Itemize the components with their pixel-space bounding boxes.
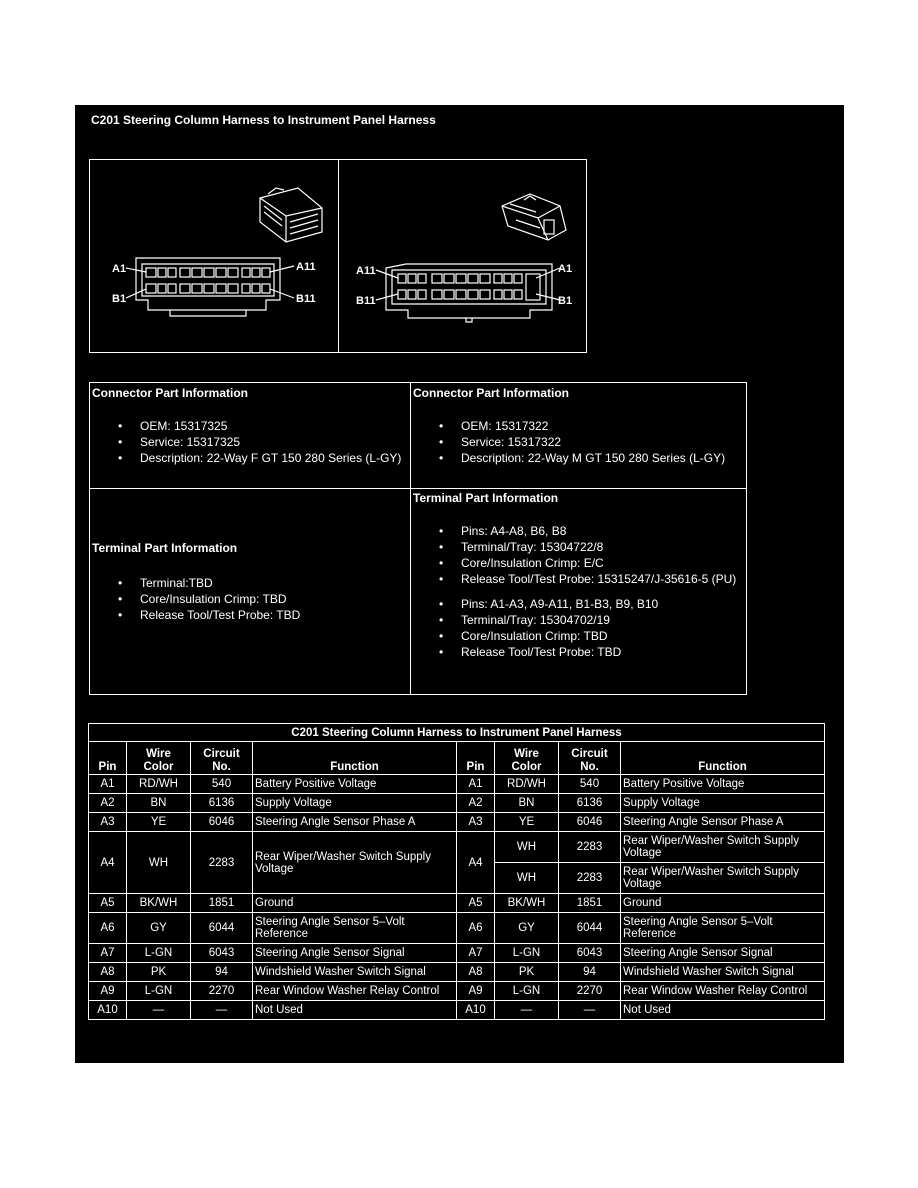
table-cell: L-GN xyxy=(495,982,559,1001)
table-cell: 6046 xyxy=(191,813,253,832)
table-cell: Windshield Washer Switch Signal xyxy=(253,963,457,982)
table-cell: 94 xyxy=(559,963,621,982)
header-pin: Pin xyxy=(457,742,495,775)
table-cell: Steering Angle Sensor 5–Volt Reference xyxy=(253,913,457,944)
table-cell: Ground xyxy=(621,894,825,913)
terminal-info-right-item: • Terminal/Tray: 15304722/8 xyxy=(413,539,745,555)
header-wire-color: Wire Color xyxy=(495,742,559,775)
label-female-b1: B1 xyxy=(112,293,127,305)
terminal-info-left-item: • Release Tool/Test Probe: TBD xyxy=(92,607,408,623)
table-cell: A9 xyxy=(89,982,127,1001)
table-cell: A5 xyxy=(89,894,127,913)
table-cell: A2 xyxy=(457,794,495,813)
connector-info-left-heading: Connector Part Information xyxy=(92,386,249,400)
table-cell: 6136 xyxy=(191,794,253,813)
table-cell: Supply Voltage xyxy=(621,794,825,813)
female-connector-face-icon xyxy=(126,258,294,316)
terminal-info-right-item: • Pins: A4-A8, B6, B8 xyxy=(413,523,745,539)
header-function: Function xyxy=(621,742,825,775)
table-cell: Ground xyxy=(253,894,457,913)
info-divider-vertical xyxy=(410,383,411,694)
table-cell: A9 xyxy=(457,982,495,1001)
label-male-b1: B1 xyxy=(558,295,573,307)
info-divider-horizontal xyxy=(90,488,746,489)
table-cell: 6043 xyxy=(559,944,621,963)
table-row xyxy=(89,813,825,832)
terminal-info-right-item: • Core/Insulation Crimp: TBD xyxy=(413,628,745,644)
table-cell: Windshield Washer Switch Signal xyxy=(621,963,825,982)
table-cell: — xyxy=(495,1001,559,1020)
table-cell: 6044 xyxy=(559,913,621,944)
table-cell: 540 xyxy=(559,775,621,794)
terminal-info-right-item: • Release Tool/Test Probe: 15315247/J-35616-5 (PU) xyxy=(413,571,745,587)
header-function: Function xyxy=(253,742,457,775)
connector-info-left xyxy=(92,386,408,466)
table-cell: WH xyxy=(495,832,559,863)
table-cell: A5 xyxy=(457,894,495,913)
table-cell: YE xyxy=(127,813,191,832)
header-circuit-no: Circuit No. xyxy=(559,742,621,775)
table-cell: PK xyxy=(495,963,559,982)
connector-diagram xyxy=(89,159,587,353)
terminal-info-right-item: • Pins: A1-A3, A9-A11, B1-B3, B9, B10 xyxy=(413,596,745,612)
table-cell: 2270 xyxy=(191,982,253,1001)
table-cell: Battery Positive Voltage xyxy=(621,775,825,794)
label-female-b11: B11 xyxy=(296,293,316,305)
table-row xyxy=(89,894,825,913)
pin-table-header-row xyxy=(89,742,825,775)
table-cell: L-GN xyxy=(127,982,191,1001)
label-female-a11: A11 xyxy=(296,261,316,273)
label-male-a11: A11 xyxy=(356,265,376,277)
table-cell: L-GN xyxy=(495,944,559,963)
table-cell: BN xyxy=(127,794,191,813)
table-cell: A2 xyxy=(89,794,127,813)
table-cell: A6 xyxy=(457,913,495,944)
label-male-b11: B11 xyxy=(356,295,376,307)
table-cell: 540 xyxy=(191,775,253,794)
table-row xyxy=(89,832,825,863)
table-cell: A8 xyxy=(89,963,127,982)
table-cell: YE xyxy=(495,813,559,832)
document-panel xyxy=(75,105,844,1063)
table-cell: Steering Angle Sensor Phase A xyxy=(621,813,825,832)
table-cell: Steering Angle Sensor Signal xyxy=(621,944,825,963)
male-connector-3d-icon xyxy=(502,194,566,240)
table-cell: Not Used xyxy=(621,1001,825,1020)
table-cell: Not Used xyxy=(253,1001,457,1020)
male-row-b xyxy=(398,290,522,299)
table-cell: Rear Wiper/Washer Switch Supply Voltage xyxy=(621,832,825,863)
terminal-info-left-item: • Terminal:TBD xyxy=(92,575,408,591)
table-cell: Steering Angle Sensor Phase A xyxy=(253,813,457,832)
connector-info-right-item: • Service: 15317322 xyxy=(413,434,745,450)
terminal-info-left xyxy=(92,541,408,623)
female-row-b xyxy=(146,284,270,293)
table-row xyxy=(89,944,825,963)
table-cell: — xyxy=(559,1001,621,1020)
terminal-info-right-item: • Terminal/Tray: 15304702/19 xyxy=(413,612,745,628)
table-cell: Battery Positive Voltage xyxy=(253,775,457,794)
table-row xyxy=(89,1001,825,1020)
table-cell: BK/WH xyxy=(127,894,191,913)
connector-info-right xyxy=(413,386,745,466)
table-cell: A4 xyxy=(89,832,127,894)
table-cell: 6043 xyxy=(191,944,253,963)
pin-table-caption: C201 Steering Column Harness to Instrument Panel Harness xyxy=(89,724,825,742)
table-cell: 2283 xyxy=(559,863,621,894)
table-cell: A10 xyxy=(457,1001,495,1020)
table-cell: BK/WH xyxy=(495,894,559,913)
table-cell: Rear Wiper/Washer Switch Supply Voltage xyxy=(621,863,825,894)
connector-drawings xyxy=(90,160,586,352)
table-row xyxy=(89,775,825,794)
terminal-info-left-item: • Core/Insulation Crimp: TBD xyxy=(92,591,408,607)
label-male-a1: A1 xyxy=(558,263,573,275)
connector-info-right-item: • Description: 22-Way M GT 150 280 Series (L-GY) xyxy=(413,450,745,466)
table-cell: RD/WH xyxy=(127,775,191,794)
table-cell: 94 xyxy=(191,963,253,982)
terminal-info-right xyxy=(413,491,745,660)
table-cell: 1851 xyxy=(559,894,621,913)
label-female-a1: A1 xyxy=(112,263,127,275)
table-row xyxy=(89,794,825,813)
terminal-info-left-heading: Terminal Part Information xyxy=(92,541,238,555)
table-cell: A10 xyxy=(89,1001,127,1020)
table-cell: A3 xyxy=(89,813,127,832)
table-cell: — xyxy=(191,1001,253,1020)
table-row xyxy=(89,913,825,944)
table-cell: A6 xyxy=(89,913,127,944)
table-cell: A7 xyxy=(89,944,127,963)
table-cell: WH xyxy=(127,832,191,894)
table-cell: Rear Window Washer Relay Control xyxy=(621,982,825,1001)
terminal-info-right-item: • Core/Insulation Crimp: E/C xyxy=(413,555,745,571)
page-title: C201 Steering Column Harness to Instrument Panel Harness xyxy=(91,113,436,127)
terminal-info-right-item: • Release Tool/Test Probe: TBD xyxy=(413,644,745,660)
connector-info-left-item: • Description: 22-Way F GT 150 280 Series (L-GY) xyxy=(92,450,408,466)
connector-info-right-item: • OEM: 15317322 xyxy=(413,418,745,434)
table-cell: L-GN xyxy=(127,944,191,963)
female-connector-3d-icon xyxy=(260,188,322,242)
table-cell: 1851 xyxy=(191,894,253,913)
connector-info-right-heading: Connector Part Information xyxy=(413,386,570,400)
table-cell: RD/WH xyxy=(495,775,559,794)
table-cell: 2283 xyxy=(191,832,253,894)
table-cell: GY xyxy=(127,913,191,944)
table-cell: A1 xyxy=(89,775,127,794)
table-row xyxy=(89,963,825,982)
table-cell: PK xyxy=(127,963,191,982)
header-pin: Pin xyxy=(89,742,127,775)
table-cell: Steering Angle Sensor Signal xyxy=(253,944,457,963)
connector-info-left-item: • OEM: 15317325 xyxy=(92,418,408,434)
table-row xyxy=(89,982,825,1001)
table-cell: Supply Voltage xyxy=(253,794,457,813)
header-circuit-no: Circuit No. xyxy=(191,742,253,775)
table-cell: Rear Window Washer Relay Control xyxy=(253,982,457,1001)
table-cell: 6044 xyxy=(191,913,253,944)
terminal-info-right-heading: Terminal Part Information xyxy=(413,491,559,505)
table-cell: 2270 xyxy=(559,982,621,1001)
header-wire-color: Wire Color xyxy=(127,742,191,775)
table-cell: 2283 xyxy=(559,832,621,863)
table-cell: BN xyxy=(495,794,559,813)
table-cell: — xyxy=(127,1001,191,1020)
table-cell: GY xyxy=(495,913,559,944)
table-cell: A3 xyxy=(457,813,495,832)
connector-info-left-item: • Service: 15317325 xyxy=(92,434,408,450)
pin-table xyxy=(88,723,825,1020)
female-row-a xyxy=(146,268,270,277)
table-cell: 6136 xyxy=(559,794,621,813)
table-cell: A7 xyxy=(457,944,495,963)
table-cell: A4 xyxy=(457,832,495,894)
part-info-table xyxy=(89,382,747,695)
table-cell: Steering Angle Sensor 5–Volt Reference xyxy=(621,913,825,944)
table-cell: A1 xyxy=(457,775,495,794)
male-row-a xyxy=(398,274,522,283)
table-cell: A8 xyxy=(457,963,495,982)
pin-table-container xyxy=(88,723,825,1020)
table-cell: Rear Wiper/Washer Switch Supply Voltage xyxy=(253,832,457,894)
male-connector-face-icon xyxy=(376,264,560,322)
table-cell: 6046 xyxy=(559,813,621,832)
table-cell: WH xyxy=(495,863,559,894)
